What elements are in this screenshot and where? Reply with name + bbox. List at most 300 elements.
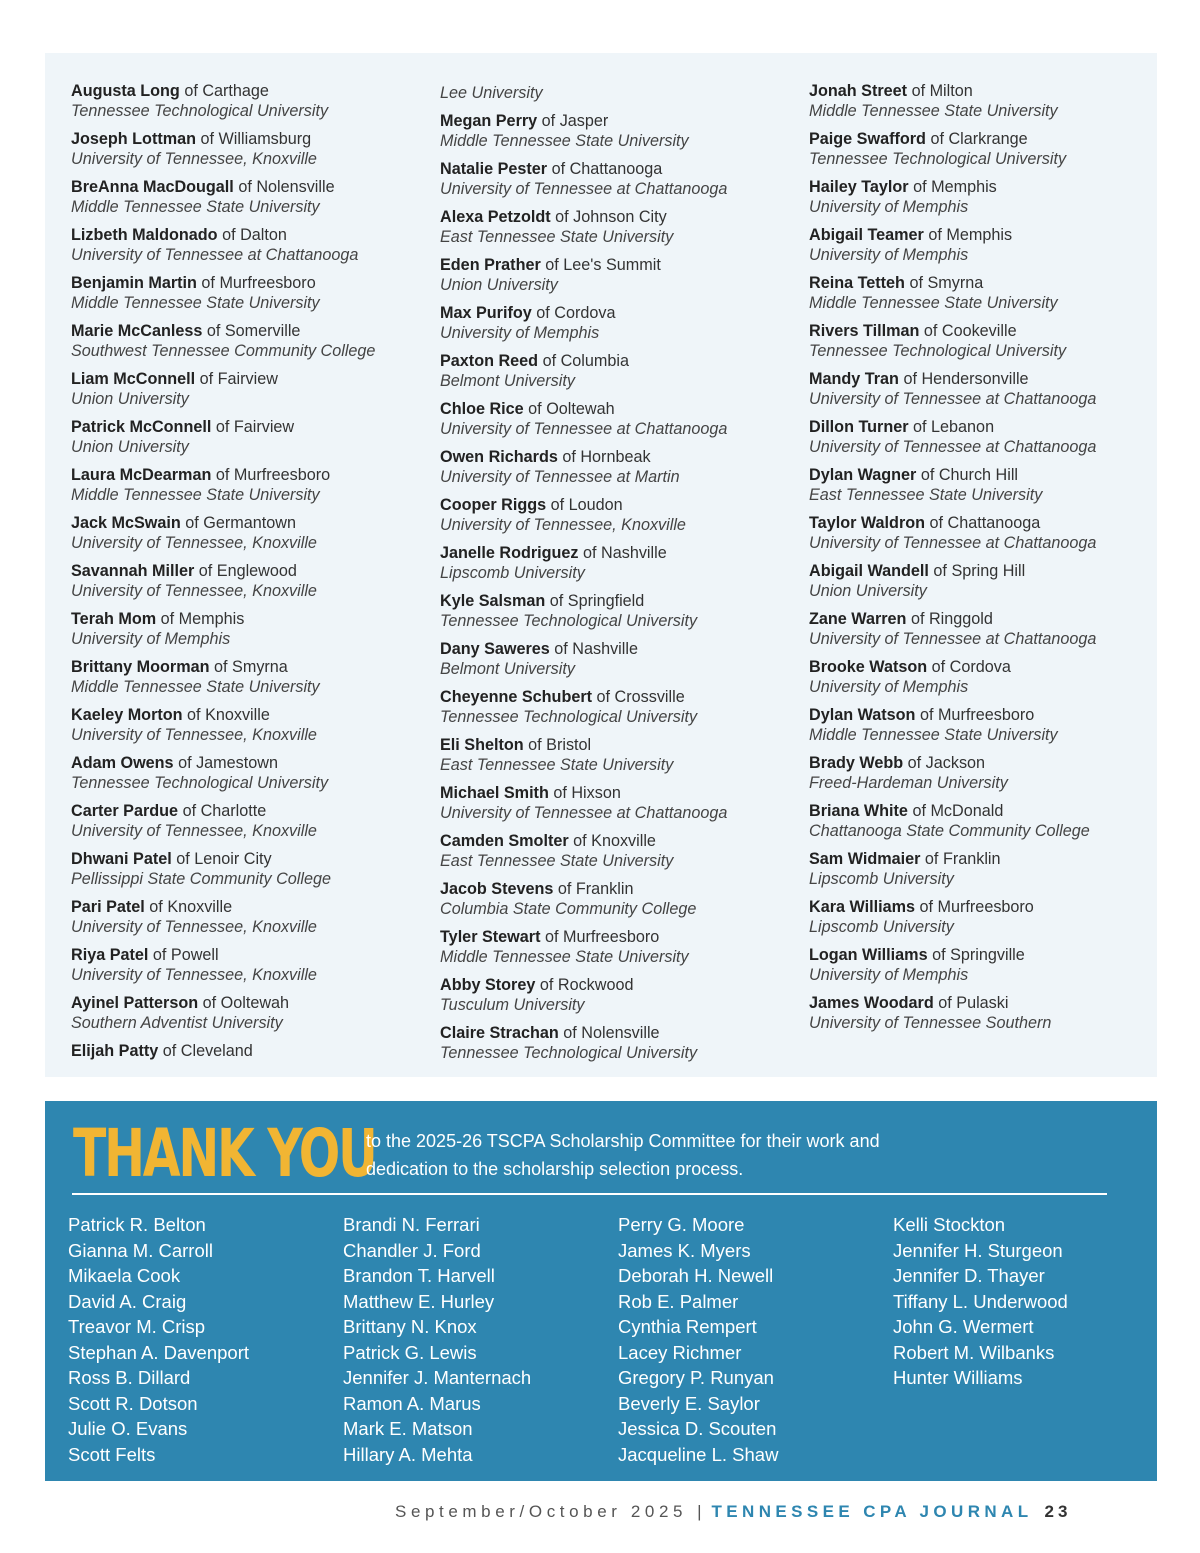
- recipient-school: University of Memphis: [440, 324, 600, 342]
- committee-column-1: [68, 1212, 338, 1467]
- recipient-line: [71, 417, 431, 437]
- recipient-town: Columbia: [560, 352, 629, 370]
- committee-member: Stephan A. Davenport: [68, 1341, 250, 1363]
- recipient-town: Ringgold: [928, 610, 993, 628]
- recipient-name: Paxton Reed: [440, 352, 539, 370]
- recipient-entry: [71, 369, 431, 409]
- recipient-town: Spring Hill: [951, 562, 1026, 580]
- recipient-line: [809, 609, 1149, 629]
- recipient-school: Middle Tennessee State University: [71, 198, 320, 216]
- recipient-town: Lee's Summit: [563, 256, 661, 274]
- recipient-name: Ayinel Patterson: [71, 994, 199, 1012]
- recipient-entry: [809, 321, 1149, 361]
- recipient-entry: [440, 1023, 800, 1063]
- recipient-school: Tusculum University: [440, 996, 585, 1014]
- committee-member: Jessica D. Scouten: [618, 1418, 777, 1439]
- recipient-entry: [440, 975, 800, 1015]
- recipient-entry: [809, 129, 1149, 169]
- recipient-town: Hornbeak: [580, 448, 651, 466]
- recipient-line: [71, 705, 431, 725]
- committee-member: Ross B. Dillard: [68, 1367, 191, 1388]
- recipient-line: [809, 705, 1149, 725]
- recipient-line: [809, 177, 1149, 197]
- of-word: of: [149, 898, 163, 916]
- recipient-town: Lenoir City: [194, 850, 272, 868]
- committee-member: Deborah H. Newell: [618, 1265, 774, 1286]
- recipient-line: [440, 543, 800, 563]
- recipient-line: [71, 273, 431, 293]
- recipient-entry: [809, 993, 1149, 1033]
- recipient-town: Jackson: [925, 754, 986, 772]
- of-word: of: [553, 784, 567, 802]
- footer-separator: |: [697, 1502, 702, 1521]
- recipient-town: Ooltewah: [220, 994, 290, 1012]
- recipient-school: Tennessee Technological University: [809, 342, 1067, 360]
- recipient-town: Smyrna: [927, 274, 984, 292]
- recipient-name: Dany Saweres: [440, 640, 550, 658]
- recipient-line: [440, 399, 800, 419]
- of-word: of: [160, 610, 175, 628]
- of-word: of: [596, 688, 611, 706]
- recipient-school: University of Tennessee at Chattanooga: [440, 180, 728, 198]
- of-word: of: [930, 130, 944, 148]
- recipient-entry: [809, 801, 1149, 841]
- committee-member: David A. Craig: [68, 1290, 187, 1312]
- recipient-town: Nashville: [601, 544, 667, 562]
- recipient-town: Ooltewah: [546, 400, 615, 418]
- recipient-name: Alexa Petzoldt: [440, 208, 551, 226]
- of-word: of: [184, 82, 198, 100]
- recipient-line: [71, 513, 431, 533]
- recipient-line: [440, 879, 800, 899]
- recipient-entry: [71, 513, 431, 553]
- of-word: of: [938, 994, 952, 1012]
- recipient-school: Columbia State Community College: [440, 900, 697, 918]
- recipient-town: Cordova: [554, 304, 616, 322]
- committee-member: Scott Felts: [68, 1443, 156, 1465]
- recipient-line: [440, 255, 800, 275]
- committee-column-3: [618, 1212, 888, 1467]
- recipient-line: [809, 321, 1149, 341]
- recipient-line: [809, 561, 1149, 581]
- of-word: of: [541, 112, 556, 130]
- recipient-name: Marie McCanless: [71, 322, 203, 340]
- recipient-line: [71, 1041, 431, 1061]
- recipient-name: Dhwani Patel: [71, 850, 172, 868]
- recipient-entry: [71, 225, 431, 265]
- recipient-school: University of Memphis: [809, 678, 969, 696]
- recipient-line: [440, 927, 800, 947]
- recipient-entry: [440, 111, 800, 151]
- recipient-town: Milton: [929, 82, 973, 100]
- recipient-entry: [809, 849, 1149, 889]
- recipient-entry: [809, 561, 1149, 601]
- recipient-line: [440, 591, 800, 611]
- recipient-entry: [71, 705, 431, 745]
- recipient-name: Jonah Street: [809, 82, 908, 100]
- recipient-name: Abby Storey: [440, 976, 536, 994]
- recipient-school: Tennessee Technological University: [71, 774, 329, 792]
- thank-you-panel: [45, 1101, 1157, 1481]
- of-word: of: [201, 274, 215, 292]
- committee-column-2: [343, 1212, 613, 1467]
- recipients-column-2: [440, 83, 800, 1071]
- recipient-name: Dylan Watson: [809, 706, 916, 724]
- recipient-line: [71, 561, 431, 581]
- recipient-line: [71, 369, 431, 389]
- recipient-entry: [440, 591, 800, 631]
- issue-date: September/October 2025: [395, 1502, 688, 1521]
- recipient-name: Logan Williams: [809, 946, 928, 964]
- recipient-entry: [71, 849, 431, 889]
- recipient-town: Knoxville: [591, 832, 656, 850]
- recipient-entry: [71, 993, 431, 1033]
- recipient-line: [440, 447, 800, 467]
- recipient-name: Brooke Watson: [809, 658, 928, 676]
- recipient-entry: [440, 879, 800, 919]
- recipient-line: [440, 687, 800, 707]
- recipient-school: University of Tennessee at Chattanooga: [71, 246, 359, 264]
- recipient-line: [809, 945, 1149, 965]
- recipient-school: University of Memphis: [809, 966, 969, 984]
- recipient-entry: [809, 465, 1149, 505]
- committee-member: John G. Wermert: [893, 1316, 1034, 1337]
- recipient-school: Southern Adventist University: [71, 1014, 283, 1032]
- committee-member: James K. Myers: [618, 1239, 751, 1261]
- recipient-school: University of Memphis: [809, 198, 969, 216]
- recipient-town: Cordova: [949, 658, 1011, 676]
- recipient-town: Somerville: [224, 322, 301, 340]
- recipient-name: Rivers Tillman: [809, 322, 920, 340]
- recipient-school: University of Memphis: [809, 246, 969, 264]
- recipient-school: University of Tennessee, Knoxville: [71, 534, 317, 552]
- recipient-name: BreAnna MacDougall: [71, 178, 234, 196]
- of-word: of: [913, 418, 927, 436]
- recipient-name: Brady Webb: [809, 754, 904, 772]
- recipient-entry: [440, 351, 800, 391]
- recipient-entry: [440, 255, 800, 295]
- of-word: of: [583, 544, 597, 562]
- recipient-town: Hixson: [571, 784, 621, 802]
- recipient-entry: [71, 897, 431, 937]
- of-word: of: [562, 448, 576, 466]
- recipient-line: [809, 369, 1149, 389]
- recipient-town: Knoxville: [167, 898, 233, 916]
- recipient-town: Nolensville: [581, 1024, 660, 1042]
- of-word: of: [238, 178, 252, 196]
- of-word: of: [923, 322, 938, 340]
- recipient-name: Benjamin Martin: [71, 274, 197, 292]
- recipient-school: University of Tennessee at Chattanooga: [440, 804, 728, 822]
- recipient-line: [71, 81, 431, 101]
- recipient-town: Nashville: [572, 640, 638, 658]
- committee-member: Mark E. Matson: [343, 1418, 473, 1439]
- recipient-school: Lipscomb University: [809, 870, 954, 888]
- recipient-line: [71, 225, 431, 245]
- recipient-school: Tennessee Technological University: [440, 1044, 698, 1062]
- recipient-school: Middle Tennessee State University: [440, 132, 689, 150]
- recipient-name: Cooper Riggs: [440, 496, 547, 514]
- recipient-school: University of Tennessee Southern: [809, 1014, 1052, 1032]
- recipient-entry: [809, 417, 1149, 457]
- recipient-line: [809, 273, 1149, 293]
- recipient-line: [71, 753, 431, 773]
- recipient-school: Union University: [71, 390, 189, 408]
- recipient-school: Middle Tennessee State University: [809, 294, 1058, 312]
- recipient-entry: [71, 609, 431, 649]
- recipient-name: Claire Strachan: [440, 1024, 559, 1042]
- of-word: of: [200, 130, 215, 148]
- recipient-line: [71, 177, 431, 197]
- recipient-school: Belmont University: [440, 660, 575, 678]
- recipient-town: Memphis: [178, 610, 245, 628]
- recipient-town: Chattanooga: [947, 514, 1041, 532]
- committee-member: Jennifer J. Manternach: [343, 1367, 532, 1388]
- committee-member: Brittany N. Knox: [343, 1316, 477, 1337]
- recipient-entry: [440, 639, 800, 679]
- recipient-line: [809, 129, 1149, 149]
- recipient-town: Nolensville: [256, 178, 335, 196]
- recipient-entry: [440, 687, 800, 727]
- recipient-school: University of Tennessee, Knoxville: [71, 150, 317, 168]
- recipient-town: Loudon: [568, 496, 623, 514]
- recipient-line: [440, 495, 800, 515]
- committee-member: Treavor M. Crisp: [68, 1316, 206, 1337]
- recipient-town: Fairview: [233, 418, 295, 436]
- recipient-line: [71, 849, 431, 869]
- recipient-line: [809, 225, 1149, 245]
- recipient-name: Savannah Miller: [71, 562, 195, 580]
- committee-member: Scott R. Dotson: [68, 1392, 198, 1414]
- recipient-line: [440, 351, 800, 371]
- recipient-name: Joseph Lottman: [71, 130, 197, 148]
- of-word: of: [185, 514, 199, 532]
- recipient-school: University of Tennessee at Martin: [440, 468, 680, 486]
- recipient-town: Clarkrange: [948, 130, 1028, 148]
- thank-you-subtitle: to the 2025-26 TSCPA Scholarship Committee for their work and dedication to the scholarship selection process.: [366, 1131, 880, 1179]
- recipient-line: [809, 657, 1149, 677]
- recipient-name: Abigail Wandell: [809, 562, 929, 580]
- recipient-school: University of Tennessee, Knoxville: [71, 726, 317, 744]
- recipient-name: Briana White: [809, 802, 908, 820]
- recipient-line: [440, 159, 800, 179]
- recipient-town: Memphis: [946, 226, 1013, 244]
- recipient-name: Janelle Rodriguez: [440, 544, 579, 562]
- of-word: of: [187, 706, 201, 724]
- of-word: of: [911, 82, 926, 100]
- committee-member: Hunter Williams: [893, 1367, 1023, 1388]
- recipient-school: Tennessee Technological University: [71, 102, 329, 120]
- recipient-name: Liam McConnell: [71, 370, 196, 388]
- recipient-name: Max Purifoy: [440, 304, 532, 322]
- recipient-town: Franklin: [575, 880, 634, 898]
- recipient-school: University of Tennessee at Chattanooga: [440, 420, 728, 438]
- recipient-entry: [440, 207, 800, 247]
- committee-member: Chandler J. Ford: [343, 1239, 481, 1261]
- recipient-line: [440, 111, 800, 131]
- recipient-town: Charlotte: [200, 802, 267, 820]
- recipient-line: [71, 993, 431, 1013]
- recipient-line: [440, 975, 800, 995]
- recipient-name: Taylor Waldron: [809, 514, 926, 532]
- recipient-entry: [809, 177, 1149, 217]
- recipient-school: Union University: [71, 438, 189, 456]
- recipient-name: Reina Tetteh: [809, 274, 905, 292]
- recipient-school: University of Tennessee at Chattanooga: [809, 438, 1097, 456]
- recipient-name: Augusta Long: [71, 82, 180, 100]
- of-word: of: [528, 736, 542, 754]
- recipient-school: University of Tennessee, Knoxville: [71, 582, 317, 600]
- recipients-column-3: [809, 81, 1149, 1041]
- recipient-entry: [809, 273, 1149, 313]
- of-word: of: [198, 562, 213, 580]
- of-word: of: [551, 160, 566, 178]
- recipient-school: University of Tennessee at Chattanooga: [809, 534, 1097, 552]
- recipient-school: Middle Tennessee State University: [440, 948, 689, 966]
- recipient-entry: [809, 81, 1149, 121]
- of-word: of: [549, 592, 564, 610]
- recipient-town: Carthage: [202, 82, 269, 100]
- recipient-line: [71, 129, 431, 149]
- of-word: of: [919, 706, 934, 724]
- recipient-school: University of Tennessee at Chattanooga: [809, 630, 1097, 648]
- recipient-town: Murfreesboro: [562, 928, 660, 946]
- recipient-line: [809, 801, 1149, 821]
- committee-member: Lacey Richmer: [618, 1341, 742, 1363]
- recipient-name: Laura McDearman: [71, 466, 212, 484]
- page-number: 23: [1044, 1502, 1072, 1521]
- recipient-entry: [809, 369, 1149, 409]
- page-footer: [395, 1502, 1155, 1526]
- recipient-name: Pari Patel: [71, 898, 145, 916]
- recipient-entry: [440, 83, 800, 103]
- recipient-line: [809, 417, 1149, 437]
- recipient-school: University of Tennessee, Knoxville: [71, 822, 317, 840]
- recipient-school: Tennessee Technological University: [440, 612, 698, 630]
- of-word: of: [557, 880, 572, 898]
- recipient-line: [440, 303, 800, 323]
- committee-member: Kelli Stockton: [893, 1214, 1006, 1235]
- recipient-entry: [71, 657, 431, 697]
- recipient-line: [71, 897, 431, 917]
- committee-member: Jennifer D. Thayer: [893, 1265, 1045, 1286]
- recipient-line: [440, 1023, 800, 1043]
- recipient-entry: [71, 177, 431, 217]
- recipient-town: Church Hill: [938, 466, 1019, 484]
- recipient-name: Terah Mom: [71, 610, 157, 628]
- recipient-town: Springfield: [567, 592, 645, 610]
- recipient-entry: [71, 1041, 431, 1061]
- recipient-school: University of Tennessee, Knoxville: [440, 516, 686, 534]
- of-word: of: [536, 304, 550, 322]
- recipient-line: [71, 609, 431, 629]
- recipient-name: Owen Richards: [440, 448, 558, 466]
- journal-title: TENNESSEE CPA JOURNAL: [711, 1502, 1033, 1521]
- recipient-town: Cookeville: [941, 322, 1017, 340]
- recipient-town: Crossville: [614, 688, 685, 706]
- recipient-school: East Tennessee State University: [440, 852, 674, 870]
- recipient-name: Jacob Stevens: [440, 880, 554, 898]
- recipient-town: Jamestown: [196, 754, 278, 772]
- recipient-name: Kara Williams: [809, 898, 916, 916]
- recipient-entry: [71, 273, 431, 313]
- recipient-line: [440, 639, 800, 659]
- of-word: of: [933, 562, 947, 580]
- recipient-school: Lipscomb University: [809, 918, 954, 936]
- recipient-name: Chloe Rice: [440, 400, 524, 418]
- recipient-name: Adam Owens: [71, 754, 174, 772]
- recipient-town: Bristol: [546, 736, 592, 754]
- of-word: of: [178, 754, 192, 772]
- thank-you-title: THANK YOU: [73, 1115, 376, 1192]
- recipient-entry: [440, 399, 800, 439]
- recipient-school: Middle Tennessee State University: [71, 294, 320, 312]
- of-word: of: [920, 466, 935, 484]
- recipient-school: Chattanooga State Community College: [809, 822, 1090, 840]
- divider-line: [72, 1193, 1107, 1195]
- recipient-name: Kaeley Morton: [71, 706, 183, 724]
- recipient-line: [440, 783, 800, 803]
- of-word: of: [182, 802, 197, 820]
- recipient-name: Zane Warren: [809, 610, 907, 628]
- recipient-school: Middle Tennessee State University: [71, 678, 320, 696]
- recipient-town: Dalton: [240, 226, 287, 244]
- recipient-school: Pellissippi State Community College: [71, 870, 332, 888]
- recipient-town: Smyrna: [232, 658, 288, 676]
- recipient-name: Carter Pardue: [71, 802, 179, 820]
- recipient-line: [71, 465, 431, 485]
- recipient-line: [71, 321, 431, 341]
- of-word: of: [545, 256, 559, 274]
- recipient-town: Lebanon: [931, 418, 995, 436]
- recipient-line: [440, 207, 800, 227]
- recipient-entry: [809, 225, 1149, 265]
- recipient-school: Union University: [809, 582, 927, 600]
- recipient-name: Hailey Taylor: [809, 178, 909, 196]
- committee-member: Rob E. Palmer: [618, 1290, 739, 1312]
- of-word: of: [152, 946, 167, 964]
- recipient-town: McDonald: [930, 802, 1004, 820]
- recipient-school: University of Tennessee at Chattanooga: [809, 390, 1097, 408]
- committee-member: Jennifer H. Sturgeon: [893, 1239, 1063, 1261]
- recipient-entry: [71, 753, 431, 793]
- recipient-town: Cleveland: [180, 1042, 253, 1060]
- of-word: of: [907, 754, 922, 772]
- committee-member: Patrick R. Belton: [68, 1214, 206, 1235]
- recipient-town: Memphis: [931, 178, 997, 196]
- committee-member: Julie O. Evans: [68, 1418, 188, 1439]
- committee-member: Brandi N. Ferrari: [343, 1214, 480, 1235]
- of-word: of: [909, 274, 923, 292]
- of-word: of: [222, 226, 236, 244]
- recipient-name: Dillon Turner: [809, 418, 909, 436]
- committee-member: Hillary A. Mehta: [343, 1443, 473, 1465]
- of-word: of: [199, 370, 214, 388]
- recipient-line: [809, 753, 1149, 773]
- of-word: of: [215, 418, 230, 436]
- recipient-line: [71, 657, 431, 677]
- of-word: of: [206, 322, 221, 340]
- recipient-entry: [71, 129, 431, 169]
- recipient-name: Patrick McConnell: [71, 418, 212, 436]
- recipient-entry: [71, 945, 431, 985]
- of-word: of: [162, 1042, 177, 1060]
- recipient-name: Tyler Stewart: [440, 928, 541, 946]
- recipient-line: [809, 513, 1149, 533]
- recipient-name: Lizbeth Maldonado: [71, 226, 218, 244]
- recipient-school: Lipscomb University: [440, 564, 585, 582]
- recipient-town: Murfreesboro: [937, 706, 1035, 724]
